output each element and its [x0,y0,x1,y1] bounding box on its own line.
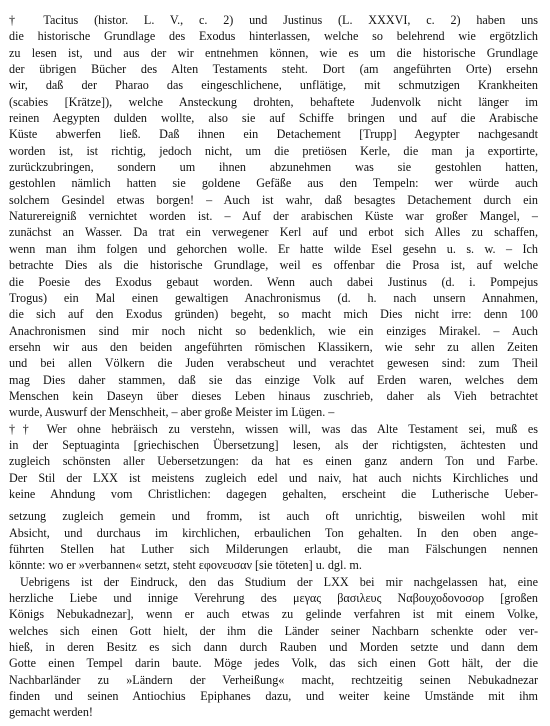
footnote-continuation [9,508,538,573]
text-line: ersehn wir aus den beiden angeführten römischen Klassikern, wie sehr zu allen Zeiten [9,339,538,354]
paragraph-uebrigens [9,574,538,721]
text-line: reinen Aegypten dulden wollte, also sie auf Schiffe bringen und auf die Arabische [9,111,538,126]
footnote-dagger [9,12,538,421]
text-line: wurde, Auswurf der Menschheit, – aber große Meister im Lügen. – [9,405,335,420]
text-line: (scabies [Krätze]), welche Ansteckung drohten, behaftete Judenvolk nicht länger im [9,94,538,109]
text-line: zunächst an Wasser. Da trat ein verwegener Kerl auf und erbot sich Alles zu schaffen, [9,225,538,240]
text-line: Uebrigens ist der Eindruck, den das Studium der LXX bei mir nachgelassen hat, eine [20,574,538,589]
text-line: zugleich schönsten aller Uebersetzungen: da hat es einen ganz andern Ton und Farbe. [9,454,538,469]
text-line: worden ist, ist richtig, jedoch nicht, um die pretiösen Kerle, die man ja exportirte, [9,143,538,158]
text-line: Anachronismen sind mir noch nicht so bedenklich, wie ein einziges Mirakel. – Auch [9,323,538,338]
text-line: welches sich einen Gott hielt, der ihm die Länder seiner Nachbarn schenkte oder ver- [9,623,538,638]
text-line: die sich auf den Exodus gründen) begeht, so macht mich Dies nicht irre: denn 100 [9,307,538,322]
footnote-double-dagger [9,421,538,503]
text-line: setzung zugleich gemein und fromm, ist auch oft unrichtig, bisweilen wohl mit [9,509,538,524]
text-line: in der Septuaginta [griechischen Übersetzung] lesen, als der richtigsten, ächtesten und [9,437,538,452]
text-line: betrachte Dies als die historische Grundlage, weil es offenbar die Prosa ist, auf welche [9,258,538,273]
text-line: gestohlen nämlich hatten sie goldene Gefäße aus den Tempeln: wer würde auch [9,176,538,191]
text-line: Gotte einen Tempel darin baute. Möge jedes Volk, das sich einen Gott hält, der die [9,656,538,671]
text-line: Nachbarländer zu »Ländern der Verheißung« macht, rechtzeitig seinen Nebukadnezar [9,672,538,687]
text-line: Trogus) ein Mal einen gewaltigen Anachronismus (d. h. nach unsern Annahmen, [9,290,538,305]
text-line: die historische Grundlage des Exodus hinterlassen, welche so belehrend wie ergötzlich [9,29,538,44]
text-line: Der Stil der LXX ist meistens zugleich edel und naiv, hat auch nichts Kirchliches und [9,470,538,485]
text-line: könnte: wo er »verbannen« setzt, steht εφονευσαν [sie töteten] u. dgl. m. [9,558,362,573]
text-line: die Poesie des Exodus gebaut worden. Wenn auch dabei Justinus (d. i. Pompejus [9,274,538,289]
text-line: zu lesen ist, und aus der wir entnehmen können, wie es um die historische Grundlage [9,45,538,60]
text-line: zurückzubringen, sondern um ihnen abzunehmen was sie gestohlen hatten, [9,160,538,175]
text-line: finden und seinen Antiochius Epiphanes dazu, und weiter keine Umstände mit ihm [9,689,538,704]
text-line: † Tacitus (histor. L. V., c. 2) und Justinus (L. XXXVI, c. 2) haben uns [9,13,538,27]
text-line: wenn man ihm folgen und gehorchen wolle. Er hatte wilde Esel gesehn u. s. w. – Ich [9,241,538,256]
text-line: Naturereigniß vernichtet worden ist. – Auf der arabischen Küste war großer Mangel, – [9,209,538,224]
text-line: hieß, in deren Besitz es sich dann durch Rauben und Morden setzte und dann dem [9,640,538,655]
text-line: Absicht, und durchaus im kirchlichen, erbaulichen Ton gehalten. In den oben ange- [9,525,538,540]
text-line: Menschen kein Daseyn über dieses Leben hinaus zuschrieb, daher als Vieh betrachtet [9,388,538,403]
text-line: solchem Gesindel etwas borgen! – Auch ist wahr, daß besagtes Detachement durch ein [9,192,538,207]
text-line: keine Ahndung vom Christlichen: dagegen gehalten, erscheint die Lutherische Ueber- [9,486,538,501]
text-line: mag Dies daher stammen, daß sie das einzige Volk auf Erden waren, welches dem [9,372,538,387]
text-line: †† Wer ohne hebräisch zu verstehn, wissen will, was das Alte Testament sei, muß es [9,421,538,436]
text-line: Küste abwerfen ließ. Daß ihnen ein Detachement [Trupp] Aegypter nachgesandt [9,127,538,142]
text-line: gemacht werden! [9,705,93,720]
text-line: führten Stellen hat Luther sich Milderungen erlaubt, die man Fälschungen nennen [9,542,538,556]
text-line: Königs Nebukadnezar], wenn er auch etwas zu gelinde verfahren ist mit einem Volke, [9,607,538,622]
text-line: der übrigen Bücher des Alten Testaments steht. Dort (am angeführten Orte) ersehn [9,62,538,77]
text-line: und bei allen Völkern die Juden verabscheut und verachtet gewesen sind: zum Theil [9,356,538,371]
text-line: wir, daß der Pharao das eingeschlichene, unflätige, mit schmutzigen Krankheiten [9,78,538,93]
text-line: herzliche Liebe und innige Verehrung des μεγας βασιλευς Ναβουχοδονοσορ [großen [9,591,538,606]
